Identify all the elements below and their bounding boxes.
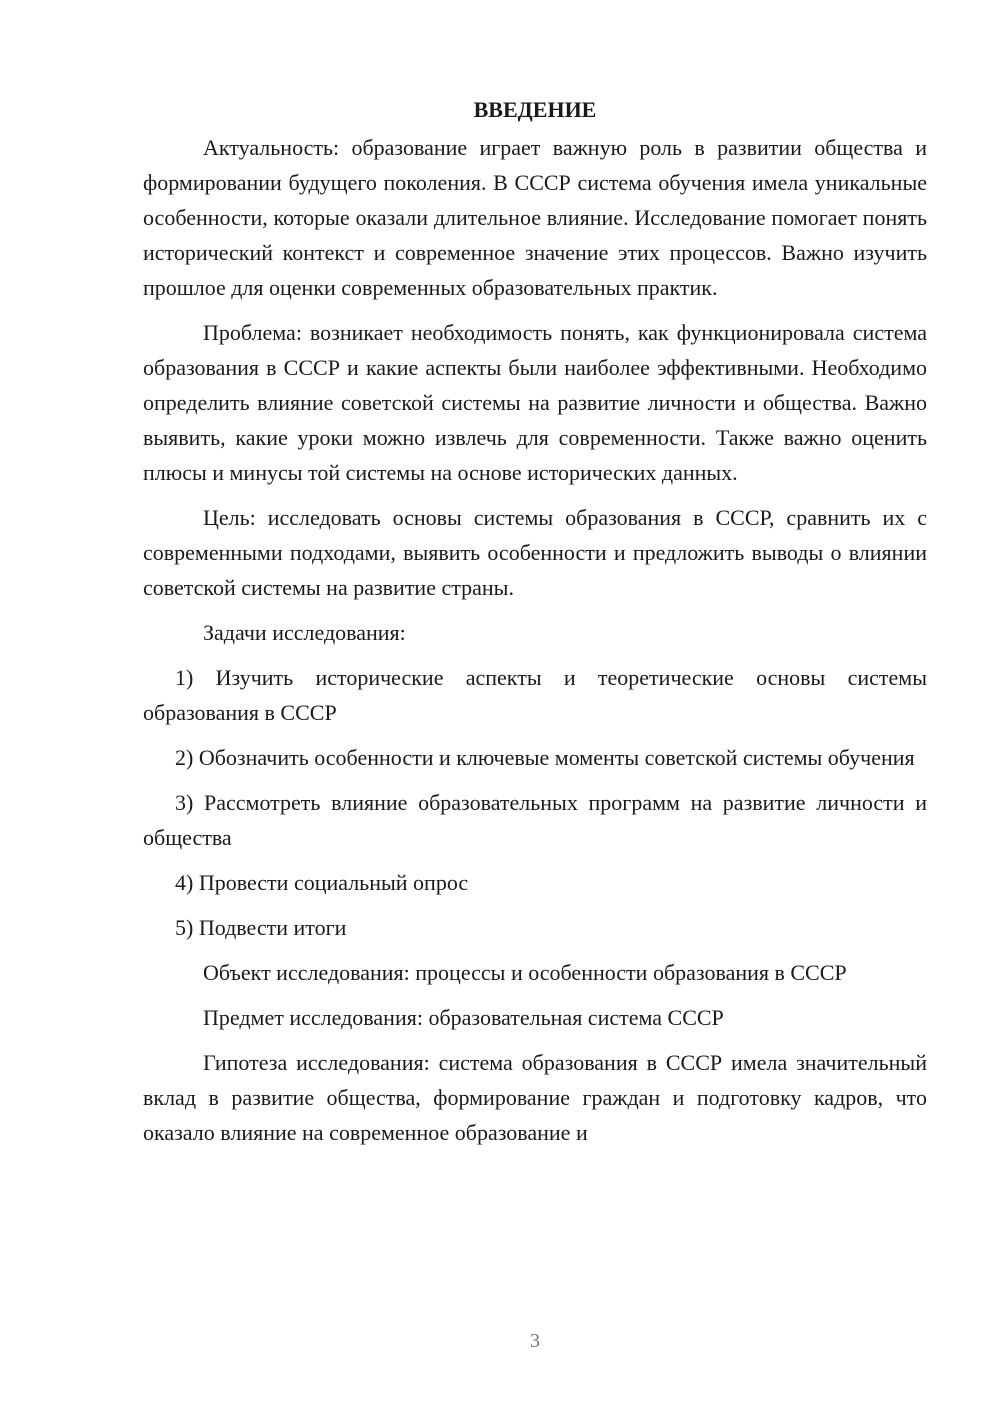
page-number: 3: [530, 1330, 540, 1352]
paragraph-object: Объект исследования: процессы и особенности образования в СССР: [203, 960, 847, 985]
task-item-3: 3) Рассмотреть влияние образовательных программ на развитие личности и общества: [143, 790, 927, 850]
task-item-2: 2) Обозначить особенности и ключевые моменты советской системы обучения: [175, 745, 915, 770]
paragraph-problem: Проблема: возникает необходимость понять, как функционировала система образования в СССР и какие аспекты были наиболее эффективными. Необходимо определить влияние советской системы на развитие личности и общества. Важно выявить, какие уроки можно извлечь для современности. Также важно оценить плюсы и минусы той системы на основе исторических данных.: [143, 320, 927, 485]
paragraph-tasks-heading: Задачи исследования:: [203, 620, 406, 645]
task-item-4: 4) Провести социальный опрос: [175, 870, 469, 895]
task-item-1: 1) Изучить исторические аспекты и теоретические основы системы образования в СССР: [143, 665, 927, 725]
paragraph-goal: Цель: исследовать основы системы образования в СССР, сравнить их с современными подходами, выявить особенности и предложить выводы о влиянии советской системы на развитие страны.: [143, 505, 927, 600]
document-page: [143, 92, 927, 1150]
paragraph-subject: Предмет исследования: образовательная система СССР: [203, 1005, 724, 1030]
task-item-5: 5) Подвести итоги: [175, 915, 347, 940]
section-title: ВВЕДЕНИЕ: [473, 97, 597, 122]
paragraph-relevance: Актуальность: образование играет важную роль в развитии общества и формировании будущего поколения. В СССР система обучения имела уникальные особенности, которые оказали длительное влияние. Исследование помогает понять исторический контекст и современное значение этих процессов. Важно изучить прошлое для оценки современных образовательных практик.: [143, 135, 927, 300]
paragraph-hypothesis: Гипотеза исследования: система образования в СССР имела значительный вклад в развитие общества, формирование граждан и подготовку кадров, что оказало влияние на современное образование и: [143, 1050, 927, 1145]
